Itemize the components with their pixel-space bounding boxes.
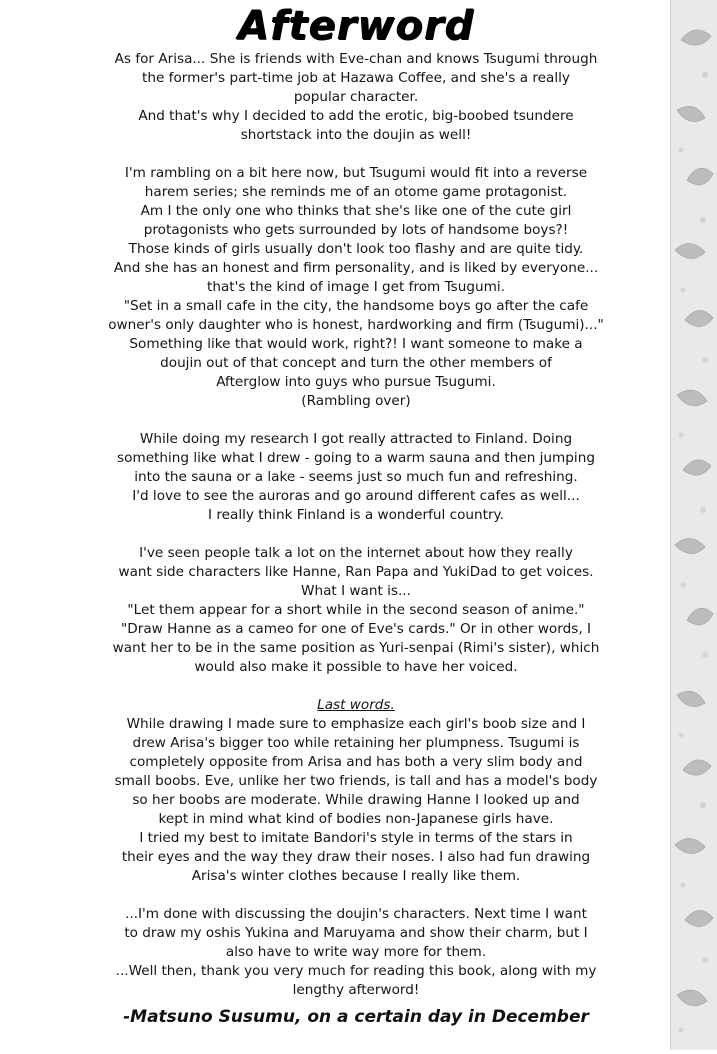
text-line: want side characters like Hanne, Ran Papa and YukiDad to get voices.	[118, 564, 594, 580]
text-line: shortstack into the doujin as well!	[240, 127, 472, 143]
text-line: doujin out of that concept and turn the other members of	[160, 355, 552, 371]
text-line: would also make it possible to have her voiced.	[194, 659, 518, 675]
text-line: What I want is...	[301, 583, 411, 599]
text-line: Afterglow into guys who pursue Tsugumi.	[216, 374, 496, 390]
text-line: While doing my research I got really attracted to Finland. Doing	[139, 431, 573, 447]
text-line: Those kinds of girls usually don't look too flashy and are quite tidy.	[128, 241, 584, 257]
text-line: And that's why I decided to add the erotic, big-boobed tsundere	[138, 108, 574, 124]
text-line: (Rambling over)	[301, 393, 411, 409]
text-line: I'd love to see the auroras and go around different cafes as well...	[132, 488, 580, 504]
text-line: "Let them appear for a short while in the second season of anime."	[127, 602, 585, 618]
text-line: kept in mind what kind of bodies non-Japanese girls have.	[158, 811, 554, 827]
text-line: "Draw Hanne as a cameo for one of Eve's cards." Or in other words, I	[121, 621, 591, 637]
paragraph-closing	[96, 905, 616, 1000]
text-line: their eyes and the way they draw their noses. I also had fun drawing	[121, 849, 591, 865]
text-line: ...Well then, thank you very much for reading this book, along with my	[115, 963, 597, 979]
text-line: lengthy afterword!	[292, 982, 420, 998]
text-line: Arisa's winter clothes because I really like them.	[191, 868, 521, 884]
text-line: As for Arisa... She is friends with Eve-chan and knows Tsugumi through	[114, 51, 598, 67]
paragraph-arisa	[96, 50, 616, 145]
text-line: harem series; she reminds me of an otome game protagonist.	[144, 184, 568, 200]
decorative-border-strip	[670, 0, 717, 1050]
text-line: completely opposite from Arisa and has both a very slim body and	[129, 754, 583, 770]
text-line: protagonists who gets surrounded by lots of handsome boys?!	[143, 222, 569, 238]
text-line: something like what I drew - going to a warm sauna and then jumping	[117, 450, 595, 466]
text-line: I'm rambling on a bit here now, but Tsugumi would fit into a reverse	[124, 165, 588, 181]
paragraph-tsugumi	[96, 164, 616, 411]
leaf-pattern-icon	[671, 0, 717, 1050]
paragraph-finland	[96, 430, 616, 525]
page-title: Afterword	[237, 3, 475, 49]
paragraph-last-words	[96, 696, 616, 886]
text-line: the former's part-time job at Hazawa Coffee, and she's a really	[142, 70, 570, 86]
text-line: Something like that would work, right?! I want someone to make a	[129, 336, 583, 352]
text-line: Am I the only one who thinks that she's like one of the cute girl	[140, 203, 572, 219]
text-line: also have to write way more for them.	[225, 944, 487, 960]
signature: -Matsuno Susumu, on a certain day in December	[123, 1007, 589, 1027]
text-line: into the sauna or a lake - seems just so much fun and refreshing.	[134, 469, 578, 485]
paragraph-side-characters	[96, 544, 616, 677]
text-line: drew Arisa's bigger too while retaining her plumpness. Tsugumi is	[132, 735, 580, 751]
text-line: I've seen people talk a lot on the internet about how they really	[139, 545, 573, 561]
text-line: popular character.	[293, 89, 419, 105]
text-line: that's the kind of image I get from Tsugumi.	[207, 279, 505, 295]
text-line: so her boobs are moderate. While drawing Hanne I looked up and	[132, 792, 580, 808]
text-line: to draw my oshis Yukina and Maruyama and show their charm, but I	[124, 925, 588, 941]
text-line: ...I'm done with discussing the doujin's characters. Next time I want	[125, 906, 587, 922]
text-line: "Set in a small cafe in the city, the handsome boys go after the cafe	[123, 298, 589, 314]
text-column	[96, 0, 616, 1028]
text-line: I tried my best to imitate Bandori's style in terms of the stars in	[139, 830, 573, 846]
text-line: And she has an honest and firm personality, and is liked by everyone...	[113, 260, 599, 276]
text-line: owner's only daughter who is honest, hardworking and firm (Tsugumi)..."	[108, 317, 604, 333]
last-words-heading: Last words.	[317, 697, 395, 713]
text-line: I really think Finland is a wonderful country.	[208, 507, 504, 523]
text-line: While drawing I made sure to emphasize each girl's boob size and I	[126, 716, 586, 732]
text-line: want her to be in the same position as Yuri-senpai (Rimi's sister), which	[112, 640, 600, 656]
text-line: small boobs. Eve, unlike her two friends, is tall and has a model's body	[114, 773, 598, 789]
